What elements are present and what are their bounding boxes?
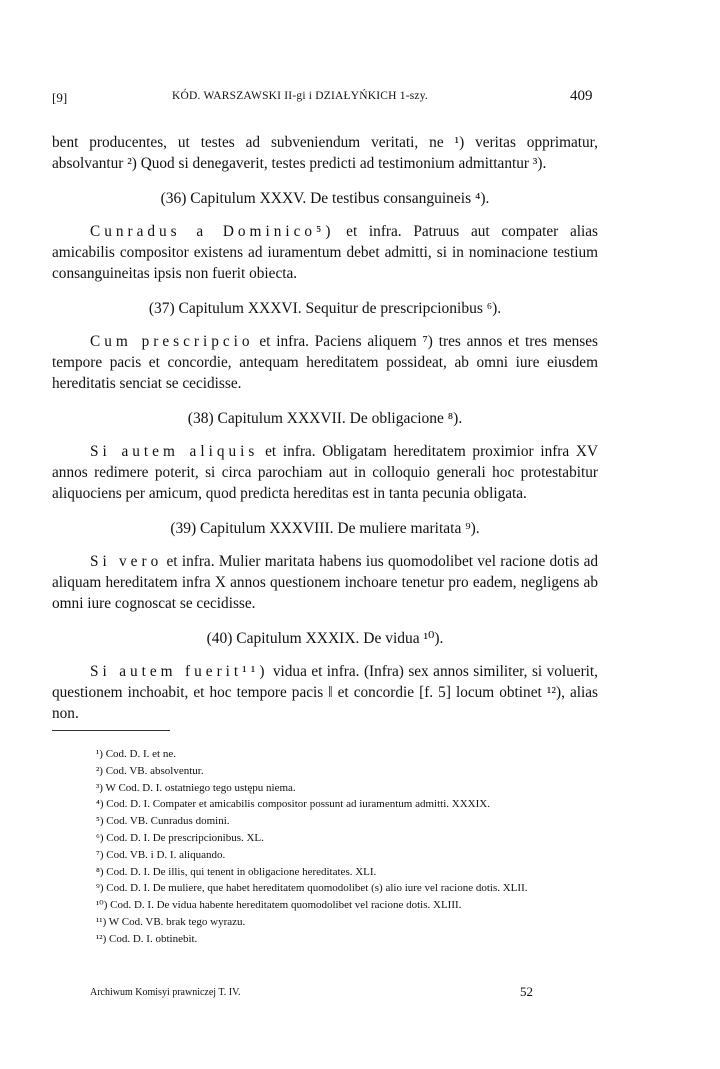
lead-words: Cunradus a Dominico⁵) [90, 223, 335, 240]
section-39 [52, 518, 598, 614]
paragraph-text: et infra. Patruus aut compater alias amicabilis compositor existens ad iuramentum debet admitti, si in nominacione testium consanguineitas ipsis non fuerit obiecta. [52, 223, 599, 282]
section-40 [52, 628, 598, 724]
lead-words: Si autem fuerit¹¹) [90, 663, 269, 680]
footnote-divider [52, 730, 170, 731]
section-paragraph [52, 331, 598, 394]
section-36 [52, 188, 598, 284]
footnote: ⁵) Cod. VB. Cunradus domini. [96, 815, 230, 828]
section-38 [52, 408, 598, 504]
lead-words: Cum prescripcio [90, 333, 254, 350]
paragraph-text: vidua et infra. (Infra) sex annos similiter, si voluerit, questionem inchoabit, et hoc tempore pacis ‖ et concordie [f. 5] locum obtinet ¹²), alias non. [52, 663, 598, 722]
lead-words: Si autem aliquis [90, 443, 259, 460]
paragraph-text: et infra. Paciens aliquem ⁷) tres annos et tres menses tempore pacis et concordie, antequam hereditatem possideat, ab omni iure eiusdem hereditatis senciat se cecidisse. [52, 333, 599, 392]
section-heading: (39) Capitulum XXXVIII. De muliere maritata ⁹). [170, 520, 480, 537]
footnote: ⁹) Cod. D. I. De muliere, que habet hereditatem quomodolibet (s) alio iure vel racione dotis. XLII. [96, 882, 528, 895]
footnote: ⁷) Cod. VB. i D. I. aliquando. [96, 848, 226, 861]
section-heading: (38) Capitulum XXXVII. De obligacione ⁸). [187, 410, 463, 427]
opening-paragraph: bent producentes, ut testes ad subveniendum veritati, ne ¹) veritas opprimatur, absolvantur ²) Quod si denegaverit, testes predicti ad testimonium admittantur ³). [52, 134, 598, 172]
section-paragraph [52, 441, 598, 504]
footnotes [52, 746, 598, 948]
footnote: ¹) Cod. D. I. et ne. [96, 748, 176, 760]
main-text [52, 132, 598, 724]
paragraph-text: et infra. Obligatam hereditatem proximior infra XV annos redimere poterit, si circa parochiam aut in colloquio generali hoc protestabitur aliquociens per amicum, quod predicta hereditas est in tanta pecunia obligata. [52, 443, 598, 502]
footer-signature: 52 [520, 984, 533, 999]
footnote: ⁶) Cod. D. I. De prescripcionibus. XL. [96, 831, 264, 844]
footer-publication: Archiwum Komisyi prawniczej T. IV. [90, 987, 241, 998]
section-heading: (40) Capitulum XXXIX. De vidua ¹⁰). [206, 630, 444, 647]
section-37 [52, 298, 598, 394]
footnote: ¹⁰) Cod. D. I. De vidua habente hereditatem quomodolibet vel racione dotis. XLIII. [96, 899, 462, 912]
running-header: KÓD. WARSZAWSKI II-gi i DZIAŁYŃKICH 1-szy. [172, 90, 428, 102]
section-heading: (36) Capitulum XXXV. De testibus consanguineis ⁴). [160, 190, 490, 207]
paragraph-text: et infra. Mulier maritata habens ius quomodolibet vel racione dotis ad aliquam hereditatem infra X annos questionem inchoare tenetur pro eadem, negligens ab omni iure cognoscat se cecidisse. [52, 553, 599, 612]
section-paragraph [52, 221, 598, 284]
footnote: ²) Cod. VB. absolventur. [96, 764, 204, 777]
footnote: ³) W Cod. D. I. ostatniego tego ustępu niema. [96, 781, 296, 794]
section-paragraph [52, 551, 598, 614]
section-paragraph [52, 661, 598, 724]
footnote: ⁴) Cod. D. I. Compater et amicabilis compositor possunt ad iuramentum admitti. XXXIX. [96, 798, 490, 811]
footnote: ⁸) Cod. D. I. De illis, qui tenent in obligacione hereditates. XLI. [96, 865, 377, 878]
footnote: ¹¹) W Cod. VB. brak tego wyrazu. [96, 915, 246, 928]
section-heading: (37) Capitulum XXXVI. Sequitur de prescripcionibus ⁶). [148, 300, 502, 317]
page-number: 409 [570, 88, 593, 104]
header-section-number: [9] [52, 90, 68, 105]
lead-words: Si vero [90, 553, 163, 570]
footnote: ¹²) Cod. D. I. obtinebit. [96, 932, 198, 945]
